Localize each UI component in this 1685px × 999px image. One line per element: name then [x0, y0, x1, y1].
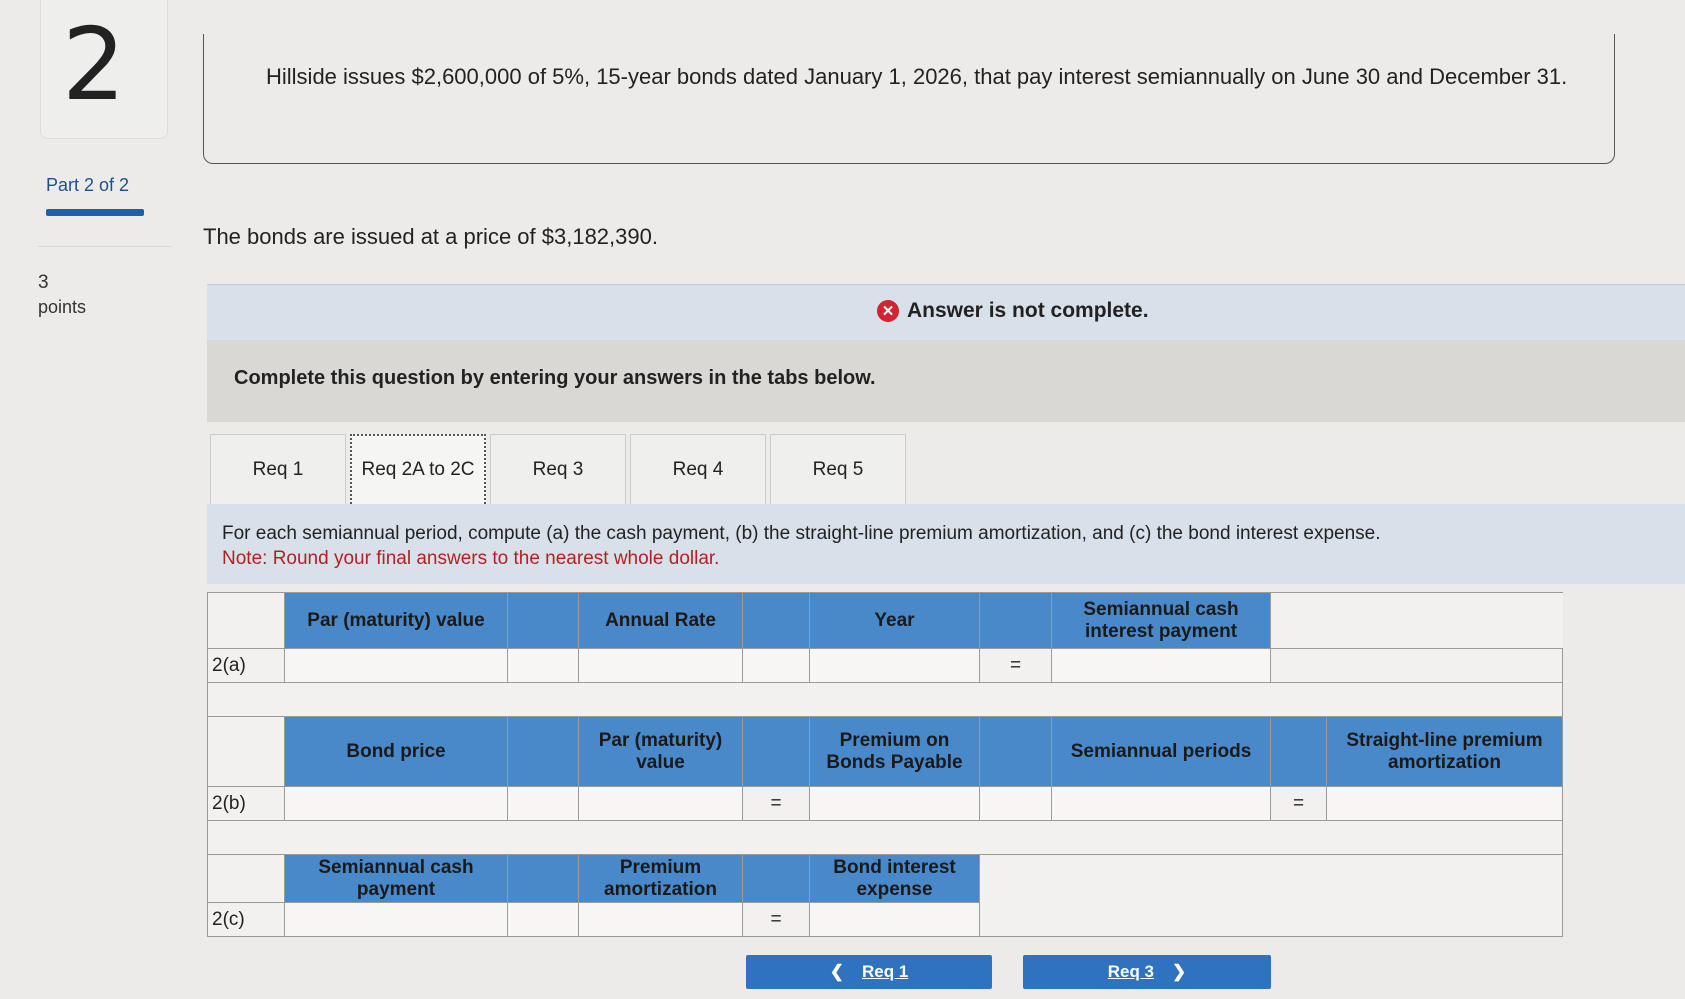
input-2c-op1[interactable]	[508, 903, 579, 937]
content-prompt	[222, 521, 1381, 571]
input-2a-semiannual-interest[interactable]	[1052, 649, 1271, 683]
header-b-premium: Premium on Bonds Payable	[810, 717, 980, 787]
header-b-par-value: Par (maturity) value	[579, 717, 743, 787]
equals-2a: =	[980, 649, 1052, 683]
issue-price-text: The bonds are issued at a price of $3,182,390.	[203, 224, 658, 249]
header-c-op1	[508, 855, 579, 903]
row-a-header-blank	[208, 593, 285, 649]
input-2b-straight-line-amortization[interactable]	[1327, 787, 1563, 821]
tab-req-4[interactable]: Req 4	[630, 434, 766, 504]
header-b-semiannual-periods: Semiannual periods	[1052, 717, 1271, 787]
header-a-annual-rate: Annual Rate	[579, 593, 743, 649]
input-2b-bond-price[interactable]	[285, 787, 508, 821]
header-b-bond-price: Bond price	[285, 717, 508, 787]
row-a-header-trailing	[1271, 593, 1563, 649]
question-box	[203, 34, 1615, 164]
row-label-2b: 2(b)	[208, 787, 285, 821]
input-2b-semiannual-periods[interactable]	[1052, 787, 1271, 821]
header-c-bond-interest-expense: Bond interest expense	[810, 855, 980, 903]
answer-status-bar	[207, 284, 1685, 342]
sidebar-divider	[38, 246, 172, 247]
tab-req-3[interactable]: Req 3	[490, 434, 626, 504]
header-a-op3	[980, 593, 1052, 649]
header-b-op3	[980, 717, 1052, 787]
row-b-header-blank	[208, 717, 285, 787]
input-2b-op1[interactable]	[508, 787, 579, 821]
worksheet-table	[207, 592, 1563, 937]
chevron-left-icon: ❮	[829, 962, 844, 981]
input-2b-op3[interactable]	[980, 787, 1052, 821]
input-2a-annual-rate[interactable]	[579, 649, 743, 683]
header-b-op4	[1271, 717, 1327, 787]
header-a-op1	[508, 593, 579, 649]
header-b-op1	[508, 717, 579, 787]
instructions-text: Complete this question by entering your answers in the tabs below.	[234, 367, 876, 389]
header-a-year: Year	[810, 593, 980, 649]
tab-req-5[interactable]: Req 5	[770, 434, 906, 504]
points-value: 3	[38, 272, 49, 293]
header-a-par-value: Par (maturity) value	[285, 593, 508, 649]
chevron-right-icon: ❯	[1172, 962, 1187, 981]
header-a-op2	[743, 593, 810, 649]
requirement-tabs	[210, 434, 906, 506]
input-2c-semiannual-cash-payment[interactable]	[285, 903, 508, 937]
row-label-2c: 2(c)	[208, 903, 285, 937]
input-2b-par-value[interactable]	[579, 787, 743, 821]
input-2a-year[interactable]	[810, 649, 980, 683]
x-circle-icon: ✕	[877, 300, 899, 322]
content-prompt-bar	[207, 504, 1685, 584]
equals-2b-premium: =	[743, 787, 810, 821]
row-label-2a: 2(a)	[208, 649, 285, 683]
header-a-semiannual-interest: Semiannual cash interest payment	[1052, 593, 1271, 649]
prev-req-button[interactable]	[746, 955, 992, 989]
question-number: 2	[62, 6, 126, 123]
spacer-row-2	[208, 821, 1563, 855]
tab-req-2a-to-2c[interactable]: Req 2A to 2C	[350, 434, 486, 504]
input-2c-premium-amortization[interactable]	[579, 903, 743, 937]
answer-status-text: Answer is not complete.	[907, 299, 1149, 322]
header-b-op2	[743, 717, 810, 787]
row-c-header-blank	[208, 855, 285, 903]
tab-req-1[interactable]: Req 1	[210, 434, 346, 504]
input-2a-op2[interactable]	[743, 649, 810, 683]
row-c-trailing	[980, 855, 1563, 937]
equals-2c: =	[743, 903, 810, 937]
next-req-button[interactable]	[1023, 955, 1271, 989]
row-a-input-trailing	[1271, 649, 1563, 683]
prev-req-label: Req 1	[861, 962, 909, 981]
next-req-label: Req 3	[1107, 962, 1155, 981]
part-indicator: Part 2 of 2	[46, 175, 130, 195]
equals-2b-amortization: =	[1271, 787, 1327, 821]
input-2c-bond-interest-expense[interactable]	[810, 903, 980, 937]
header-c-semiannual-cash-payment: Semiannual cash payment	[285, 855, 508, 903]
prompt-text: For each semiannual period, compute (a) the cash payment, (b) the straight-line premium amortization, and (c) the bond interest expense.	[222, 523, 1381, 544]
rounding-note: Note: Round your final answers to the nearest whole dollar.	[222, 548, 720, 569]
question-text: Hillside issues $2,600,000 of 5%, 15-year bonds dated January 1, 2026, that pay interest semiannually on June 30 and December 31.	[266, 64, 1568, 89]
part-progress-bar	[46, 209, 144, 216]
instructions-bar	[207, 340, 1685, 422]
input-2a-par-value[interactable]	[285, 649, 508, 683]
header-c-premium-amortization: Premium amortization	[579, 855, 743, 903]
points-label: points	[38, 297, 87, 317]
header-b-straight-line-amortization: Straight-line premium amortization	[1327, 717, 1563, 787]
input-2a-op1[interactable]	[508, 649, 579, 683]
spacer-row-1	[208, 683, 1563, 717]
header-c-op2	[743, 855, 810, 903]
input-2b-premium[interactable]	[810, 787, 980, 821]
